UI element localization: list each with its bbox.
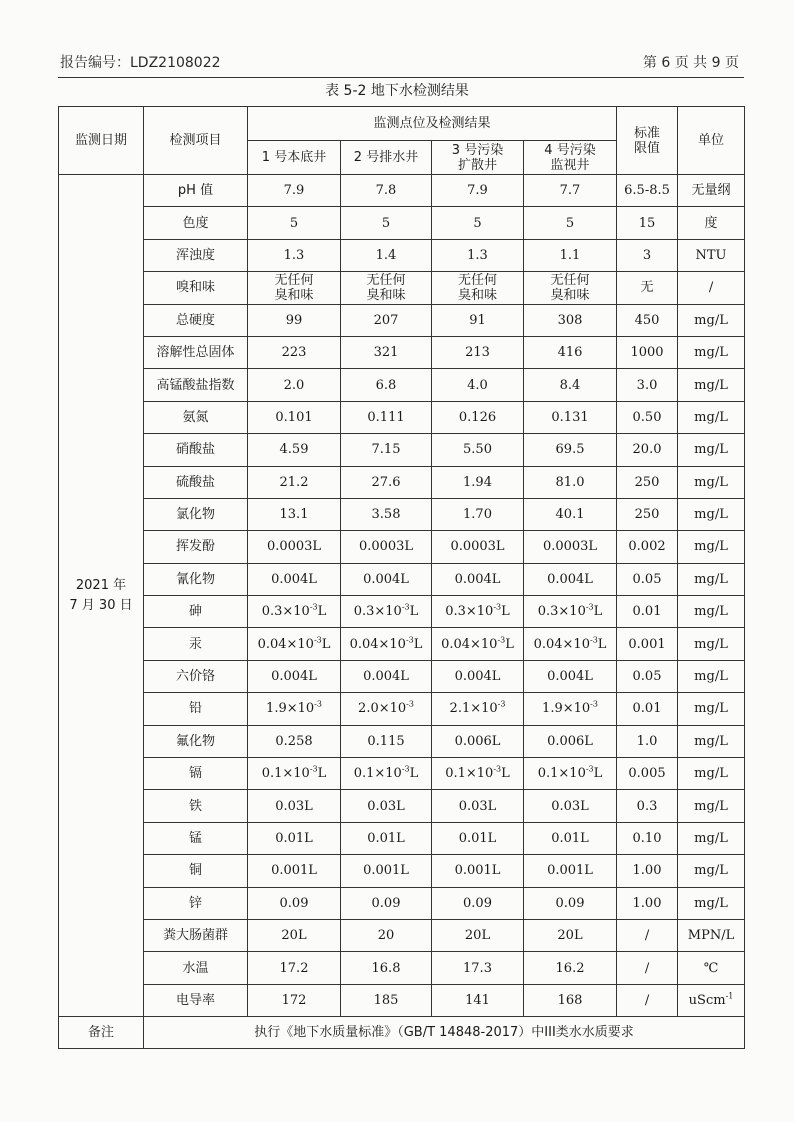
limit-cell: 0.50: [617, 401, 678, 433]
col-header-point-4: 4 号污染 监视井: [524, 141, 617, 175]
value-cell: $0.3\times 10^{-3}L$: [248, 596, 341, 628]
table-row: [59, 887, 745, 919]
value-cell: 0.001L: [432, 855, 524, 887]
value-cell: 99: [248, 304, 341, 336]
value-cell: 7.9: [248, 175, 341, 207]
col-header-date: 监测日期: [59, 107, 144, 175]
limit-cell: 0.005: [617, 758, 678, 790]
table-row: [59, 984, 745, 1016]
page-info: 第 6 页 共 9 页: [642, 55, 739, 71]
value-cell: 7.9: [432, 175, 524, 207]
item-cell: pH 值: [144, 175, 248, 207]
item-cell: 硫酸盐: [144, 466, 248, 498]
value-cell: 5: [524, 207, 617, 239]
value-cell: $1.9\times 10^{-3}$: [248, 693, 341, 725]
table-row: [59, 336, 745, 368]
unit-cell: mg/L: [678, 660, 745, 692]
item-cell: 锰: [144, 822, 248, 854]
unit-cell: mg/L: [678, 725, 745, 757]
table-row: [59, 401, 745, 433]
value-cell: 0.131: [524, 401, 617, 433]
item-cell: 氟化物: [144, 725, 248, 757]
value-cell: 20: [341, 919, 432, 951]
limit-cell: 1.00: [617, 887, 678, 919]
limit-cell: 6.5-8.5: [617, 175, 678, 207]
limit-cell: /: [617, 952, 678, 984]
value-cell: 91: [432, 304, 524, 336]
table-row: [59, 175, 745, 207]
value-cell: 223: [248, 336, 341, 368]
value-cell: $0.04\times 10^{-3}L$: [432, 628, 524, 660]
value-cell: 0.03L: [248, 790, 341, 822]
item-cell: 电导率: [144, 984, 248, 1016]
value-cell: 1.3: [432, 239, 524, 271]
unit-cell: mg/L: [678, 822, 745, 854]
unit-cell: uScm$^{-1}$: [678, 984, 745, 1016]
item-cell: 浑浊度: [144, 239, 248, 271]
unit-cell: mg/L: [678, 887, 745, 919]
value-cell: 1.70: [432, 498, 524, 530]
value-cell: $0.3\times 10^{-3}L$: [432, 596, 524, 628]
value-cell: 6.8: [341, 369, 432, 401]
limit-cell: 3.0: [617, 369, 678, 401]
value-cell: 0.0003L: [524, 531, 617, 563]
value-cell: 0.0003L: [248, 531, 341, 563]
value-cell: 0.004L: [341, 563, 432, 595]
date-line: 2021 年: [75, 577, 127, 593]
item-cell: 氰化物: [144, 563, 248, 595]
value-cell: 0.101: [248, 401, 341, 433]
value-cell: 185: [341, 984, 432, 1016]
value-cell: $0.3\times 10^{-3}L$: [524, 596, 617, 628]
unit-cell: mg/L: [678, 304, 745, 336]
value-cell: 5: [432, 207, 524, 239]
value-cell: $0.04\times 10^{-3}L$: [524, 628, 617, 660]
value-cell: 0.004L: [432, 660, 524, 692]
value-cell: 0.03L: [432, 790, 524, 822]
unit-cell: mg/L: [678, 693, 745, 725]
limit-cell: 0.01: [617, 596, 678, 628]
value-cell: 13.1: [248, 498, 341, 530]
value-cell: 7.8: [341, 175, 432, 207]
table-row: [59, 434, 745, 466]
remark-row: [59, 1017, 745, 1049]
limit-cell: 0.001: [617, 628, 678, 660]
value-cell: 0.09: [524, 887, 617, 919]
table-row: [59, 369, 745, 401]
limit-cell: 0.10: [617, 822, 678, 854]
value-cell: 4.0: [432, 369, 524, 401]
unit-cell: mg/L: [678, 855, 745, 887]
limit-cell: 1.00: [617, 855, 678, 887]
item-cell: 砷: [144, 596, 248, 628]
value-cell: 0.258: [248, 725, 341, 757]
remark-text: 执行《地下水质量标准》（GB/T 14848-2017）中III类水水质要求: [144, 1017, 745, 1049]
unit-cell: mg/L: [678, 531, 745, 563]
item-cell: 水温: [144, 952, 248, 984]
value-cell: 0.01L: [341, 822, 432, 854]
value-cell: $0.3\times 10^{-3}L$: [341, 596, 432, 628]
table-row: [59, 790, 745, 822]
limit-cell: 3: [617, 239, 678, 271]
unit-cell: ℃: [678, 952, 745, 984]
value-cell: 207: [341, 304, 432, 336]
value-cell: 16.8: [341, 952, 432, 984]
item-cell: 铜: [144, 855, 248, 887]
item-cell: 镉: [144, 758, 248, 790]
value-cell: 无任何 臭和味: [524, 272, 617, 304]
value-cell: 1.1: [524, 239, 617, 271]
value-cell: $0.1\times 10^{-3}L$: [341, 758, 432, 790]
remark-label: 备注: [59, 1017, 144, 1049]
value-cell: 0.01L: [432, 822, 524, 854]
unit-cell: mg/L: [678, 596, 745, 628]
limit-cell: /: [617, 984, 678, 1016]
value-cell: 7.15: [341, 434, 432, 466]
value-cell: $0.1\times 10^{-3}L$: [432, 758, 524, 790]
unit-cell: 度: [678, 207, 745, 239]
limit-cell: 0.01: [617, 693, 678, 725]
value-cell: 0.01L: [248, 822, 341, 854]
value-cell: 172: [248, 984, 341, 1016]
table-row: [59, 239, 745, 271]
limit-cell: 1.0: [617, 725, 678, 757]
item-cell: 氨氮: [144, 401, 248, 433]
unit-cell: mg/L: [678, 758, 745, 790]
unit-cell: mg/L: [678, 336, 745, 368]
table-row: [59, 304, 745, 336]
item-cell: 铁: [144, 790, 248, 822]
col-header-point-1: 1 号本底井: [248, 141, 341, 175]
item-cell: 挥发酚: [144, 531, 248, 563]
item-cell: 六价铬: [144, 660, 248, 692]
unit-cell: mg/L: [678, 563, 745, 595]
value-cell: $0.1\times 10^{-3}L$: [248, 758, 341, 790]
unit-cell: 无量纲: [678, 175, 745, 207]
value-cell: 0.006L: [432, 725, 524, 757]
value-cell: 0.001L: [341, 855, 432, 887]
table-row: [59, 563, 745, 595]
value-cell: 0.09: [248, 887, 341, 919]
item-cell: 硝酸盐: [144, 434, 248, 466]
item-cell: 嗅和味: [144, 272, 248, 304]
value-cell: 0.004L: [524, 660, 617, 692]
table-row: [59, 952, 745, 984]
col-header-point-3: 3 号污染 扩散井: [432, 141, 524, 175]
col-header-item: 检测项目: [144, 107, 248, 175]
value-cell: 0.09: [432, 887, 524, 919]
value-cell: 0.0003L: [341, 531, 432, 563]
table-row: [59, 919, 745, 951]
value-cell: 1.4: [341, 239, 432, 271]
table-row: [59, 855, 745, 887]
value-cell: 141: [432, 984, 524, 1016]
limit-cell: 0.05: [617, 660, 678, 692]
item-cell: 溶解性总固体: [144, 336, 248, 368]
value-cell: 0.004L: [248, 563, 341, 595]
limit-cell: 0.002: [617, 531, 678, 563]
limit-cell: 无: [617, 272, 678, 304]
value-cell: 1.3: [248, 239, 341, 271]
item-cell: 锌: [144, 887, 248, 919]
limit-cell: 450: [617, 304, 678, 336]
limit-cell: 250: [617, 466, 678, 498]
table-row: [59, 822, 745, 854]
value-cell: 0.09: [341, 887, 432, 919]
value-cell: 0.03L: [341, 790, 432, 822]
value-cell: 0.004L: [524, 563, 617, 595]
value-cell: 21.2: [248, 466, 341, 498]
date-cell: [59, 175, 144, 1017]
table-row: [59, 693, 745, 725]
value-cell: 无任何 臭和味: [248, 272, 341, 304]
unit-cell: /: [678, 272, 745, 304]
unit-cell: mg/L: [678, 434, 745, 466]
unit-cell: NTU: [678, 239, 745, 271]
item-cell: 汞: [144, 628, 248, 660]
value-cell: 168: [524, 984, 617, 1016]
value-cell: 0.03L: [524, 790, 617, 822]
item-cell: 高锰酸盐指数: [144, 369, 248, 401]
groundwater-results-table: [58, 106, 745, 1049]
value-cell: 3.58: [341, 498, 432, 530]
value-cell: 0.001L: [524, 855, 617, 887]
unit-cell: MPN/L: [678, 919, 745, 951]
value-cell: 0.115: [341, 725, 432, 757]
unit-cell: mg/L: [678, 628, 745, 660]
value-cell: 无任何 臭和味: [341, 272, 432, 304]
value-cell: $1.9\times 10^{-3}$: [524, 693, 617, 725]
limit-cell: 20.0: [617, 434, 678, 466]
report-number: 报告编号：LDZ2108022: [60, 55, 221, 71]
value-cell: 8.4: [524, 369, 617, 401]
value-cell: 69.5: [524, 434, 617, 466]
item-cell: 铅: [144, 693, 248, 725]
value-cell: $2.1\times 10^{-3}$: [432, 693, 524, 725]
col-header-points-group: 监测点位及检测结果: [248, 107, 617, 141]
value-cell: 0.006L: [524, 725, 617, 757]
value-cell: $0.04\times 10^{-3}L$: [248, 628, 341, 660]
col-header-limit: 标准 限值: [617, 107, 678, 175]
value-cell: $2.0\times 10^{-3}$: [341, 693, 432, 725]
value-cell: 5: [248, 207, 341, 239]
value-cell: 20L: [248, 919, 341, 951]
value-cell: 308: [524, 304, 617, 336]
unit-cell: mg/L: [678, 369, 745, 401]
value-cell: 0.0003L: [432, 531, 524, 563]
limit-cell: 1000: [617, 336, 678, 368]
table-row: [59, 272, 745, 304]
table-row: [59, 531, 745, 563]
value-cell: 0.004L: [248, 660, 341, 692]
value-cell: 20L: [432, 919, 524, 951]
unit-cell: mg/L: [678, 466, 745, 498]
item-cell: 色度: [144, 207, 248, 239]
limit-cell: 250: [617, 498, 678, 530]
value-cell: 无任何 臭和味: [432, 272, 524, 304]
limit-cell: 0.05: [617, 563, 678, 595]
value-cell: 81.0: [524, 466, 617, 498]
value-cell: 0.111: [341, 401, 432, 433]
value-cell: 0.126: [432, 401, 524, 433]
value-cell: 416: [524, 336, 617, 368]
date-line: 7 月 30 日: [69, 597, 133, 613]
table-row: [59, 725, 745, 757]
unit-cell: mg/L: [678, 401, 745, 433]
value-cell: 5: [341, 207, 432, 239]
table-row: [59, 207, 745, 239]
unit-cell: mg/L: [678, 498, 745, 530]
value-cell: $0.1\times 10^{-3}L$: [524, 758, 617, 790]
item-cell: 总硬度: [144, 304, 248, 336]
limit-cell: /: [617, 919, 678, 951]
value-cell: 0.01L: [524, 822, 617, 854]
value-cell: 1.94: [432, 466, 524, 498]
value-cell: 20L: [524, 919, 617, 951]
value-cell: 0.004L: [341, 660, 432, 692]
value-cell: $0.04\times 10^{-3}L$: [341, 628, 432, 660]
limit-cell: 15: [617, 207, 678, 239]
value-cell: 7.7: [524, 175, 617, 207]
table-title: 表 5-2 地下水检测结果: [325, 83, 469, 99]
item-cell: 氯化物: [144, 498, 248, 530]
item-cell: 粪大肠菌群: [144, 919, 248, 951]
col-header-unit: 单位: [678, 107, 745, 175]
unit-cell: mg/L: [678, 790, 745, 822]
value-cell: 27.6: [341, 466, 432, 498]
table-row: [59, 596, 745, 628]
value-cell: 4.59: [248, 434, 341, 466]
value-cell: 17.3: [432, 952, 524, 984]
limit-cell: 0.3: [617, 790, 678, 822]
value-cell: 5.50: [432, 434, 524, 466]
value-cell: 17.2: [248, 952, 341, 984]
table-row: [59, 628, 745, 660]
header-divider: [58, 77, 744, 78]
value-cell: 2.0: [248, 369, 341, 401]
value-cell: 16.2: [524, 952, 617, 984]
value-cell: 0.001L: [248, 855, 341, 887]
value-cell: 321: [341, 336, 432, 368]
value-cell: 213: [432, 336, 524, 368]
table-row: [59, 758, 745, 790]
col-header-point-2: 2 号排水井: [341, 141, 432, 175]
table-row: [59, 660, 745, 692]
table-row: [59, 498, 745, 530]
value-cell: 0.004L: [432, 563, 524, 595]
table-row: [59, 466, 745, 498]
value-cell: 40.1: [524, 498, 617, 530]
